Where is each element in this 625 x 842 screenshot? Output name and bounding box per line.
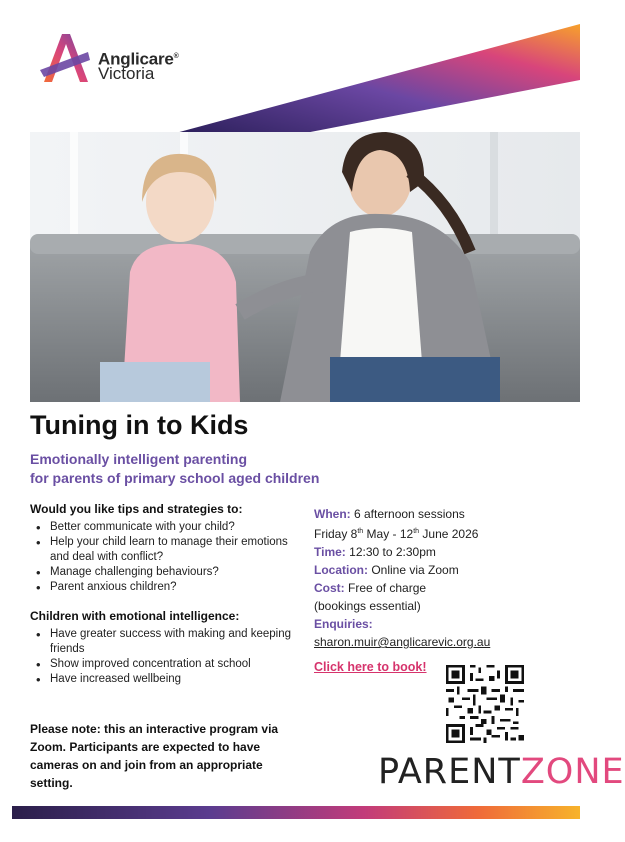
footer-gradient-bar (12, 806, 580, 819)
tips-heading: Would you like tips and strategies to: (30, 502, 243, 516)
list-item: • Manage challenging behaviours? (36, 565, 300, 580)
cost-value: Free of charge (348, 581, 427, 595)
brand-part-1: PARENT (378, 752, 521, 792)
logo-line-2: Victoria (98, 63, 155, 83)
date-sup: th (357, 528, 364, 535)
tips-list (36, 520, 300, 595)
time-label: Time: (314, 545, 346, 559)
date-sup: th (413, 528, 420, 535)
logo-line-1: Anglicare (98, 49, 174, 69)
brand-part-2: ZONE (520, 752, 625, 792)
list-item: • Parent anxious children? (36, 580, 300, 595)
cost-row (314, 579, 574, 597)
list-item: • Better communicate with your child? (36, 520, 300, 535)
list-item: • Have greater success with making and keeping friends (36, 627, 300, 657)
subtitle (30, 450, 319, 488)
when-label: When: (314, 507, 351, 521)
qr-code[interactable] (446, 665, 524, 743)
list-item: • Show improved concentration at school (36, 657, 300, 672)
hero-photo (30, 132, 580, 402)
location-label: Location: (314, 563, 368, 577)
time-row (314, 543, 574, 561)
anglicare-logo (38, 30, 198, 90)
date-row (314, 523, 574, 543)
logo-reg-mark: ® (173, 53, 179, 60)
page-title: Tuning in to Kids (30, 410, 249, 440)
cost-label: Cost: (314, 581, 345, 595)
cost-note: (bookings essential) (314, 599, 421, 613)
list-item: • Have increased wellbeing (36, 672, 300, 687)
date-part: Friday 8 (314, 527, 358, 541)
time-value: 12:30 to 2:30pm (349, 545, 436, 559)
when-value: 6 afternoon sessions (354, 507, 465, 521)
location-value: Online via Zoom (371, 563, 459, 577)
benefits-column (30, 502, 300, 687)
location-row (314, 561, 574, 579)
date-part: May - 12 (363, 527, 414, 541)
enquiries-email-link[interactable]: sharon.muir@anglicarevic.org.au (314, 635, 491, 649)
subtitle-line-1: Emotionally intelligent parenting (30, 451, 248, 467)
list-item: • Help your child learn to manage their emotions and deal with conflict? (36, 535, 300, 565)
when-row (314, 505, 574, 523)
ei-list (36, 627, 300, 687)
zoom-note: Please note: this an interactive program via Zoom. Participants are expected to have cameras on and join from an appropriate setting. (30, 722, 279, 790)
book-link[interactable]: Click here to book! (314, 660, 427, 674)
date-part: June 2026 (419, 527, 479, 541)
anglicare-logo-icon (38, 30, 92, 86)
subtitle-line-2: for parents of primary school aged children (30, 470, 320, 486)
enquiries-label: Enquiries: (314, 617, 373, 631)
ei-heading: Children with emotional intelligence: (30, 609, 240, 623)
session-details (314, 505, 574, 651)
parentzone-logo (378, 752, 625, 792)
